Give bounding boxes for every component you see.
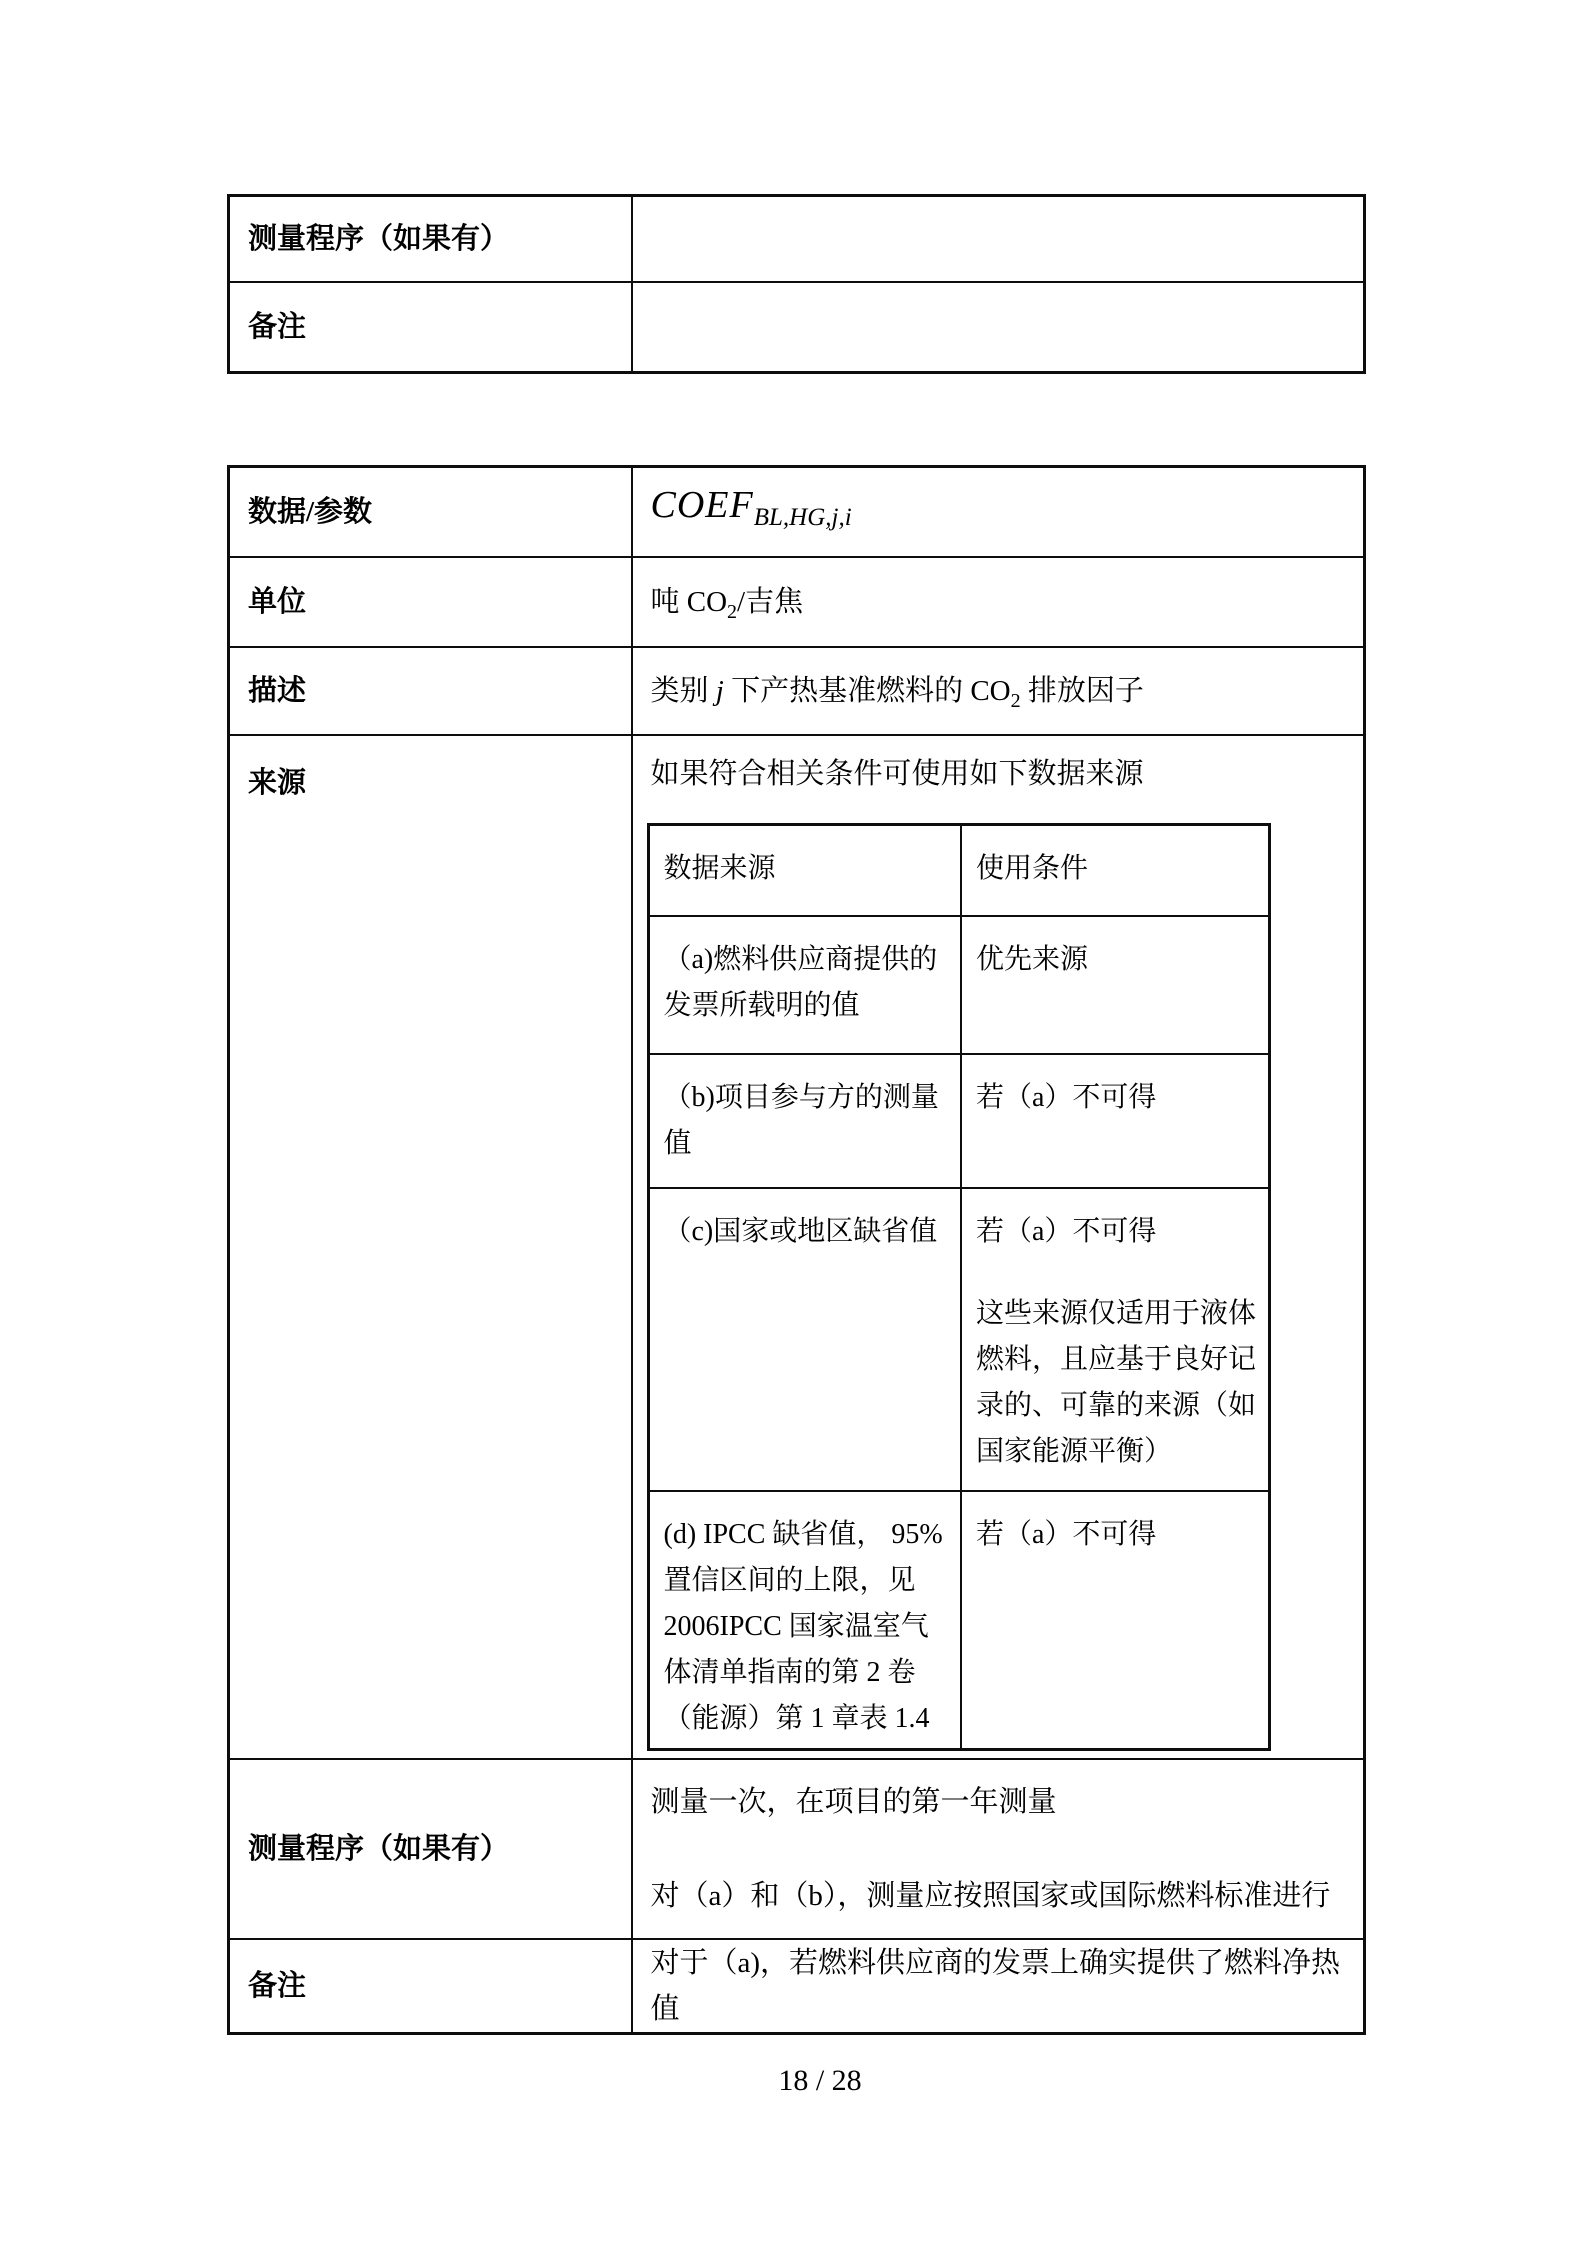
data-source-row-b xyxy=(648,1054,1269,1188)
column-header-use-condition: 使用条件 xyxy=(961,824,1269,916)
source-label: 来源 xyxy=(229,735,632,1759)
parameter-formula xyxy=(632,467,1365,557)
description-label: 描述 xyxy=(229,647,632,735)
description-value: 类别 j 下产热基准燃料的 $CO_2$ 排放因子 xyxy=(632,647,1365,735)
table-row-remark xyxy=(229,1939,1365,2034)
measurement-procedure-value xyxy=(632,196,1365,282)
condition-cell: 若（a）不可得 xyxy=(961,1054,1269,1188)
table-row-measurement-procedure xyxy=(229,1759,1365,1939)
page-number: 18 / 28 xyxy=(778,2064,862,2097)
table-row xyxy=(229,196,1365,282)
data-source-row-d xyxy=(648,1491,1269,1749)
parameter-table xyxy=(227,465,1366,2035)
column-header-data-source: 数据来源 xyxy=(648,824,961,916)
remark-label: 备注 xyxy=(229,1939,632,2034)
formula-subscript: BL,HG,j,i xyxy=(753,504,852,532)
condition-cell: 若（a）不可得 xyxy=(961,1491,1269,1749)
formula-coef: $COEF_{BL,HG,j,i}$ xyxy=(650,484,852,532)
data-source-header-row xyxy=(648,824,1269,916)
source-intro-text: 如果符合相关条件可使用如下数据来源 xyxy=(650,757,1144,790)
remark-value: 对于（a)，若燃料供应商的发票上确实提供了燃料净热值 xyxy=(632,1939,1365,2034)
remark-label: 备注 xyxy=(229,282,632,373)
source-cell: （a)燃料供应商提供的发票所载明的值 xyxy=(648,916,961,1054)
table-row-unit xyxy=(229,557,1365,647)
condition-note: 这些来源仅适用于液体燃料，且应基于良好记录的、可靠的来源（如国家能源平衡） xyxy=(976,1298,1257,1467)
data-source-table xyxy=(647,823,1271,1751)
remark-value xyxy=(632,282,1365,373)
measurement-procedure-value xyxy=(632,1759,1365,1939)
data-source-row-a xyxy=(648,916,1269,1054)
source-cell: (d) IPCC 缺省值， 95%置信区间的上限，见 2006IPCC 国家温室气体清单指南的第 2 卷（能源）第 1 章表 1.4 xyxy=(648,1491,961,1749)
measurement-procedure-label: 测量程序（如果有） xyxy=(229,196,632,282)
measurement-procedure-label: 测量程序（如果有） xyxy=(229,1759,632,1939)
table-row-parameter xyxy=(229,467,1365,557)
co2-subscript: 2 xyxy=(727,600,738,623)
table-row xyxy=(229,282,1365,373)
unit-label: 单位 xyxy=(229,557,632,647)
measurement-line-2: 对（a）和（b），测量应按照国家或国际燃料标准进行 xyxy=(650,1879,1331,1912)
source-cell: （b)项目参与方的测量值 xyxy=(648,1054,961,1188)
co2-subscript: 2 xyxy=(1010,689,1021,712)
unit-value: 吨 $CO_2/$吉焦 xyxy=(632,557,1365,647)
previous-parameter-table xyxy=(227,194,1366,374)
data-source-row-c xyxy=(648,1188,1269,1491)
table-row-source xyxy=(229,735,1365,1759)
condition-cell: 优先来源 xyxy=(961,916,1269,1054)
variable-j: j xyxy=(715,674,724,707)
condition-cell: 若（a）不可得 这些来源仅适用于液体燃料，且应基于良好记录的、可靠的来源（如国家能源平衡） xyxy=(961,1188,1269,1491)
measurement-line-1: 测量一次，在项目的第一年测量 xyxy=(650,1785,1057,1818)
source-cell: （c)国家或地区缺省值 xyxy=(648,1188,961,1491)
source-value xyxy=(632,735,1365,1759)
table-row-description xyxy=(229,647,1365,735)
parameter-label: 数据/参数 xyxy=(229,467,632,557)
